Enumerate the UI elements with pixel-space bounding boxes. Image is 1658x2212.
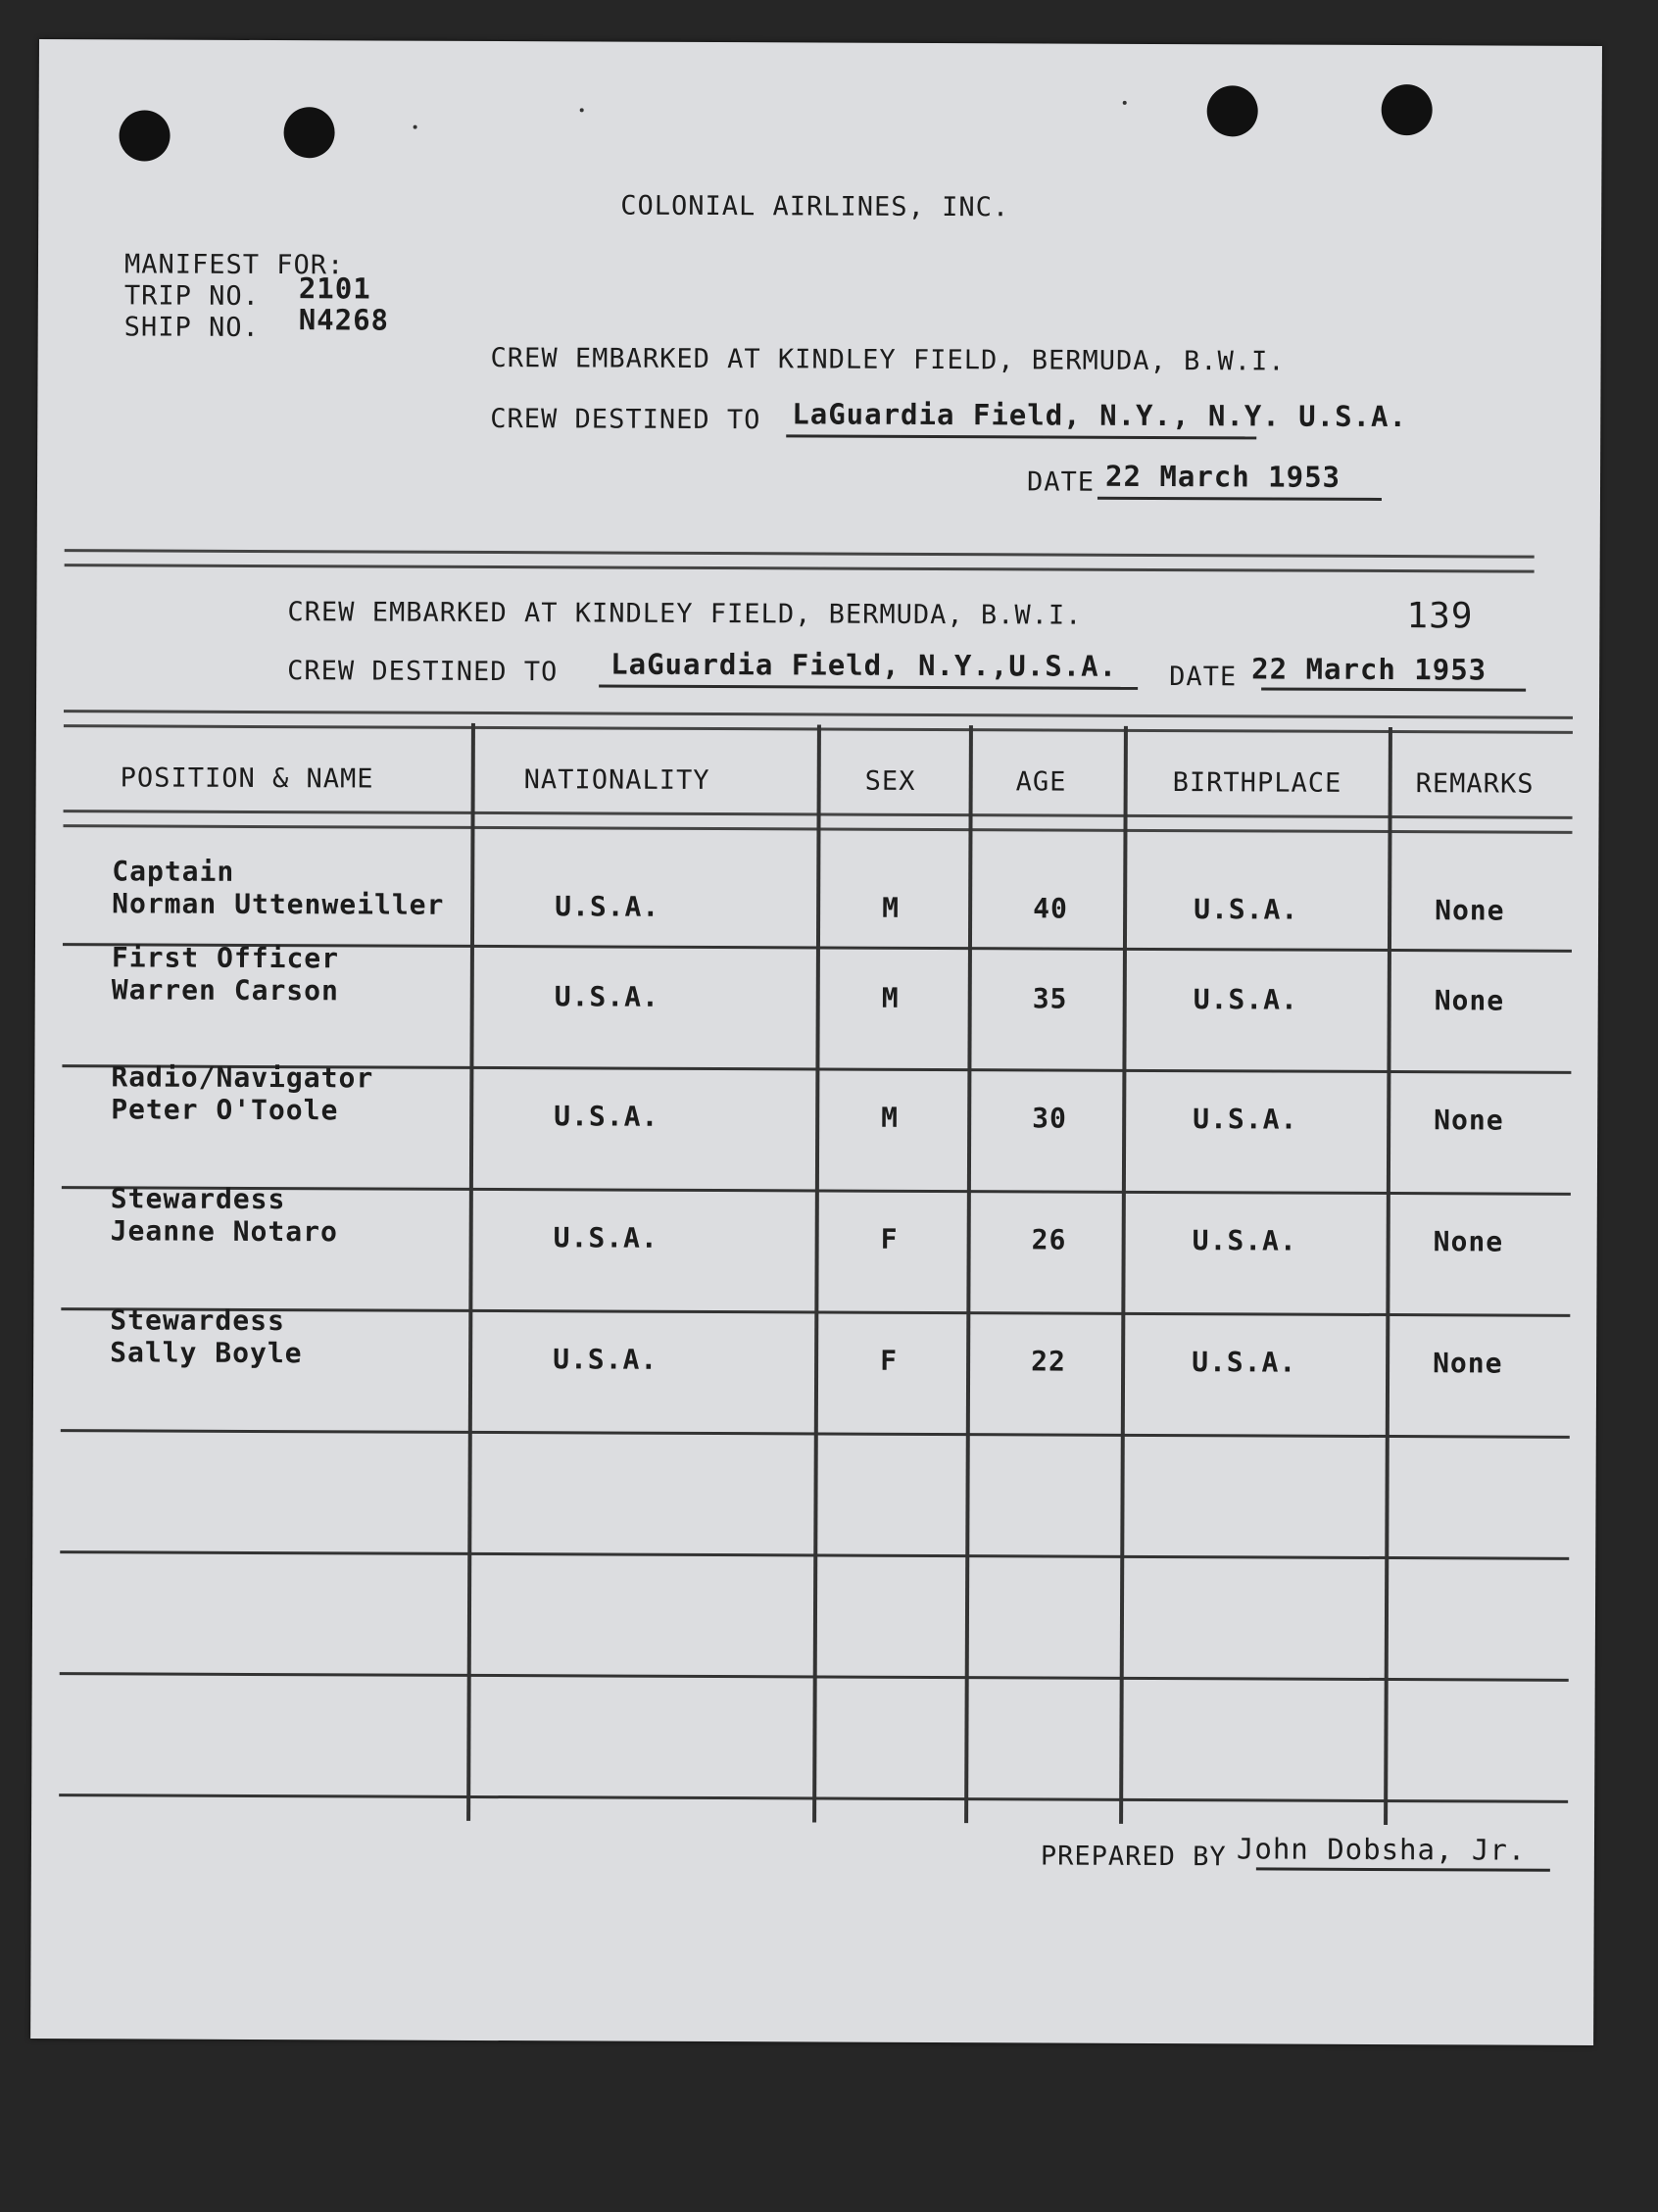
trip-number: 2101 [298, 271, 371, 306]
crew-name: Jeanne Notaro [110, 1214, 338, 1249]
crew-sex: F [880, 1222, 899, 1255]
crew-remarks: None [1433, 1347, 1503, 1380]
column-divider [466, 723, 475, 1821]
dust-speck [414, 125, 417, 129]
double-separator [65, 549, 1535, 573]
company-name: COLONIAL AIRLINES, INC. [620, 190, 1010, 223]
crew-nationality: U.S.A. [553, 1343, 658, 1376]
crew-birthplace: U.S.A. [1193, 1103, 1298, 1136]
crew-position: Stewardess [110, 1182, 286, 1216]
crew-age: 40 [1033, 892, 1068, 925]
manifest-label: MANIFEST FOR: [123, 249, 345, 281]
crew-position: First Officer [111, 941, 340, 975]
date-value-2: 22 March 1953 [1251, 652, 1487, 687]
destined-label-2: CREW DESTINED TO [287, 656, 559, 688]
destined-value-2: LaGuardia Field, N.Y.,U.S.A. [610, 647, 1118, 683]
crew-birthplace: U.S.A. [1194, 893, 1299, 926]
crew-sex: F [880, 1344, 899, 1377]
crew-birthplace: U.S.A. [1193, 983, 1298, 1016]
crew-sex: M [881, 981, 900, 1014]
prepared-name: John Dobsha, Jr. [1236, 1832, 1527, 1867]
dust-speck [1123, 101, 1127, 105]
date-value: 22 March 1953 [1104, 459, 1341, 494]
crew-age: 35 [1032, 982, 1068, 1015]
col-header-age: AGE [1015, 766, 1067, 798]
crew-position: Stewardess [110, 1303, 285, 1338]
crew-name: Warren Carson [111, 973, 339, 1008]
trip-label: TRIP NO. [123, 280, 260, 312]
crew-name: Sally Boyle [110, 1336, 303, 1370]
punch-hole [283, 107, 334, 158]
underline [786, 434, 1256, 439]
crew-birthplace: U.S.A. [1192, 1346, 1297, 1379]
crew-nationality: U.S.A. [554, 980, 659, 1013]
crew-nationality: U.S.A. [553, 1221, 658, 1254]
destined-value: LaGuardia Field, N.Y., N.Y. U.S.A. [792, 397, 1408, 434]
column-divider [812, 724, 821, 1822]
crew-position: Captain [112, 855, 235, 888]
col-header-remarks: REMARKS [1415, 768, 1535, 800]
signature-underline [1256, 1867, 1550, 1871]
embarked-line: CREW EMBARKED AT KINDLEY FIELD, BERMUDA, B.W.I. [490, 343, 1286, 377]
col-header-birthplace: BIRTHPLACE [1172, 767, 1342, 799]
punch-hole [1207, 85, 1258, 136]
prepared-label: PREPARED BY [1040, 1841, 1227, 1873]
crew-position: Radio/Navigator [111, 1060, 374, 1095]
embarked-line-2: CREW EMBARKED AT KINDLEY FIELD, BERMUDA, B.W.I. [287, 597, 1083, 631]
punch-hole [119, 110, 170, 161]
column-divider [1119, 726, 1128, 1824]
col-header-nationality: NATIONALITY [523, 764, 710, 796]
col-header-position: POSITION & NAME [120, 762, 374, 795]
crew-age: 30 [1032, 1102, 1067, 1135]
destined-label: CREW DESTINED TO [490, 404, 761, 436]
crew-name: Peter O'Toole [111, 1093, 339, 1127]
crew-remarks: None [1433, 1225, 1504, 1258]
ship-number: N4268 [298, 303, 390, 337]
underline [599, 684, 1138, 689]
crew-nationality: U.S.A. [555, 890, 660, 923]
crew-age: 22 [1031, 1345, 1066, 1378]
column-divider [964, 725, 973, 1823]
column-divider [1384, 727, 1392, 1825]
crew-remarks: None [1434, 1104, 1504, 1137]
col-header-sex: SEX [864, 765, 916, 797]
crew-sex: M [882, 891, 901, 924]
punch-hole [1382, 84, 1433, 135]
crew-remarks: None [1435, 894, 1505, 927]
page-number: 139 [1406, 596, 1474, 637]
crew-name: Norman Uttenweiller [112, 887, 445, 921]
date-label: DATE [1026, 467, 1096, 498]
underline [1097, 497, 1382, 501]
dust-speck [580, 108, 584, 112]
underline [1261, 687, 1526, 691]
date-label-2: DATE [1169, 662, 1238, 693]
crew-birthplace: U.S.A. [1192, 1224, 1297, 1257]
crew-age: 26 [1031, 1223, 1067, 1256]
ship-label: SHIP NO. [123, 312, 260, 343]
crew-remarks: None [1434, 984, 1505, 1017]
crew-sex: M [881, 1101, 900, 1134]
manifest-document [30, 39, 1602, 2045]
crew-nationality: U.S.A. [554, 1100, 659, 1133]
